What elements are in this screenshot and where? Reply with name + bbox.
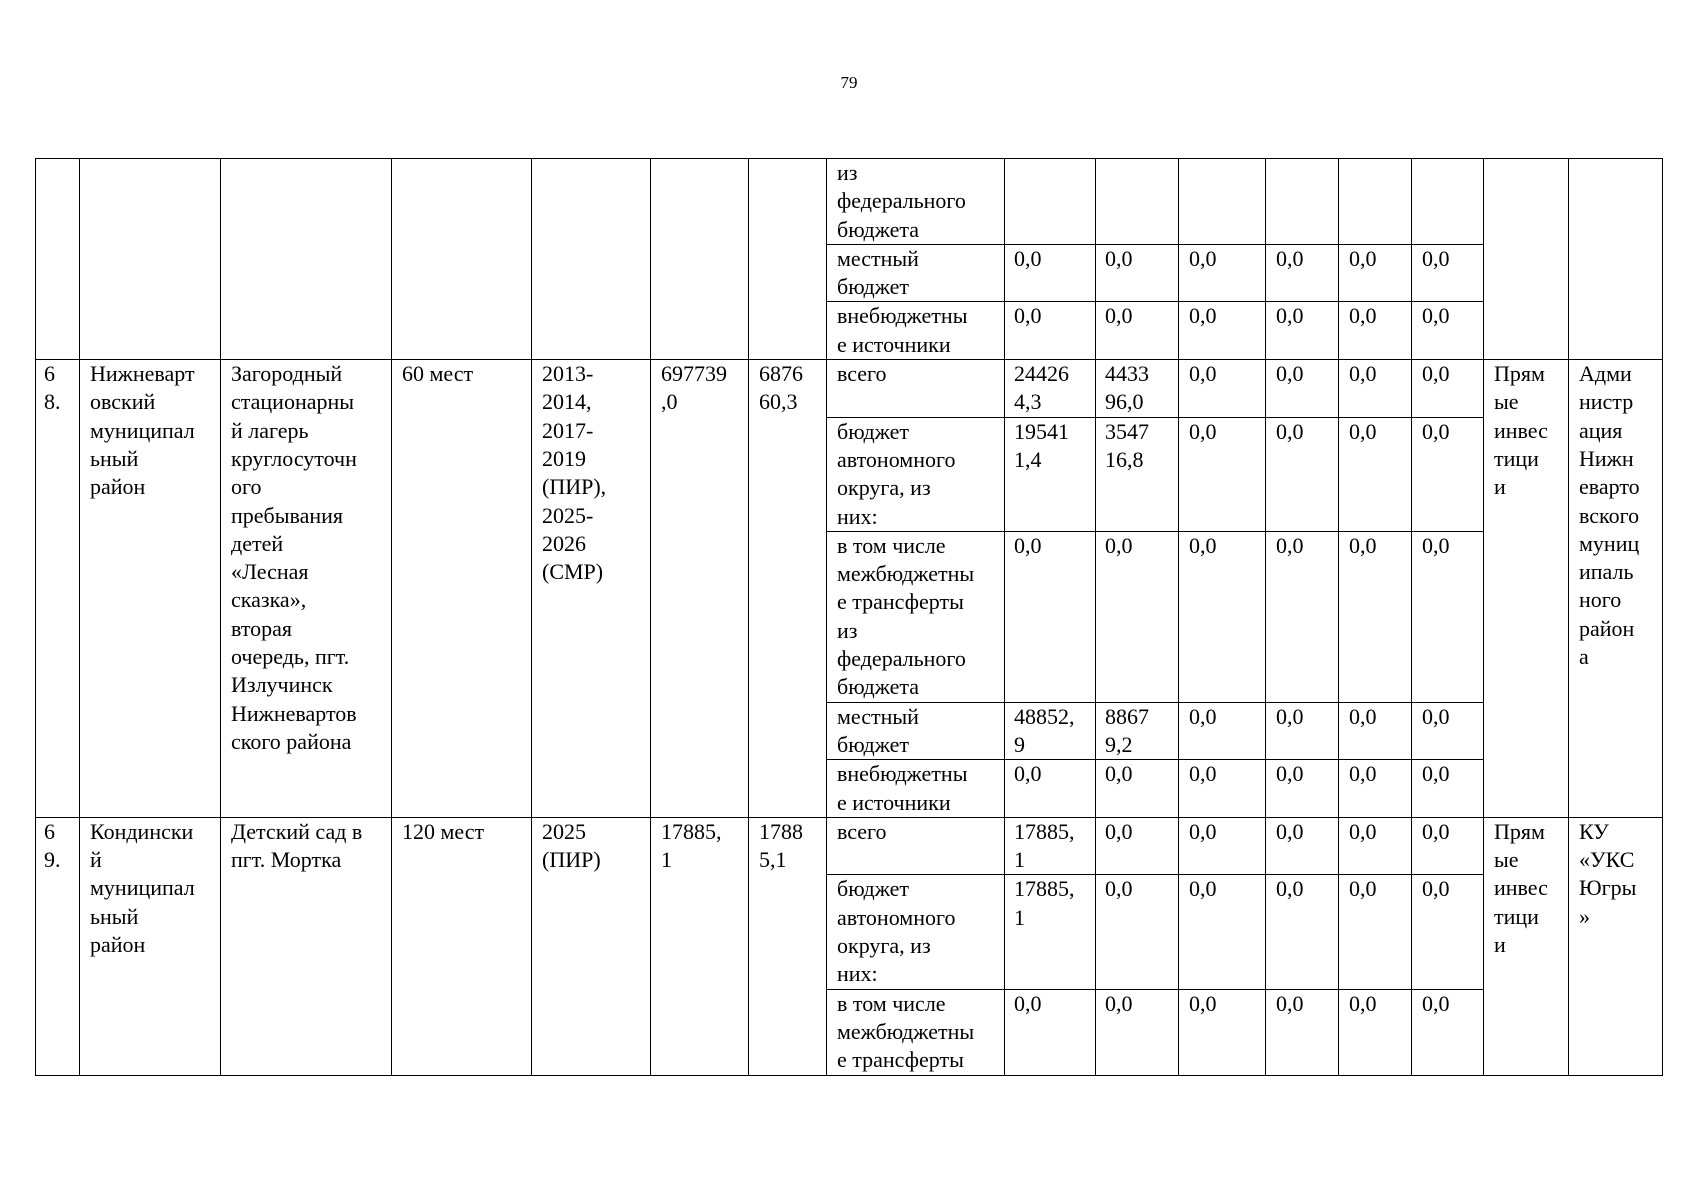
value-cell: 0,0 [1412,417,1484,531]
value-cell: 0,0 [1179,989,1266,1075]
value-cell: 0,0 [1096,989,1179,1075]
value-cell: 0,0 [1266,360,1339,418]
value-cell: 0,0 [1412,531,1484,702]
period-cell: 2013- 2014, 2017- 2019 (ПИР), 2025- 2026 (СМР) [532,360,651,818]
funding-source-cell: бюджет автономного округа, из них: [827,875,1005,989]
table-row [36,360,1663,418]
value-cell: 0,0 [1005,760,1096,818]
funding-source-cell: внебюджетны е источники [827,302,1005,360]
value-cell: 0,0 [1412,875,1484,989]
funding-source-cell: всего [827,817,1005,875]
district-cell: Кондински й муниципал ьный район [80,817,221,1075]
object-cell: Загородный стационарны й лагерь круглосуточн ого пребывания детей «Лесная сказка», вторая очередь, пгт. Излучинск Нижневартов ского района [221,360,392,818]
value-cell: 0,0 [1339,302,1412,360]
capacity-cell [392,159,532,360]
value-cell: 0,0 [1339,702,1412,760]
value-cell: 0,0 [1005,531,1096,702]
value-cell: 0,0 [1266,989,1339,1075]
value-cell: 0,0 [1412,760,1484,818]
value-cell: 0,0 [1266,817,1339,875]
value-cell: 0,0 [1339,360,1412,418]
value-cell: 0,0 [1339,989,1412,1075]
value-cell [1412,159,1484,245]
capacity-cell: 60 мест [392,360,532,818]
value-cell: 0,0 [1005,302,1096,360]
value-cell: 0,0 [1339,244,1412,302]
value-cell: 0,0 [1266,531,1339,702]
value-cell: 0,0 [1179,360,1266,418]
value-cell: 0,0 [1266,417,1339,531]
value-cell: 0,0 [1339,417,1412,531]
funding-source-cell: в том числе межбюджетны е трансферты из федерального бюджета [827,531,1005,702]
value-cell: 0,0 [1339,531,1412,702]
value-cell [1005,159,1096,245]
value-cell: 17885, 1 [1005,875,1096,989]
responsible-cell: КУ «УКС Югры » [1569,817,1663,1075]
responsible-cell [1569,159,1663,360]
value-cell [1266,159,1339,245]
estimated-cost-cell: 17885, 1 [651,817,749,1075]
funding-source-cell: местный бюджет [827,244,1005,302]
capacity-cell: 120 мест [392,817,532,1075]
remaining-cost-cell [749,159,827,360]
value-cell: 0,0 [1179,875,1266,989]
number-cell [36,159,80,360]
value-cell: 0,0 [1179,244,1266,302]
number-cell: 6 9. [36,817,80,1075]
district-cell: Нижневарт овский муниципал ьный район [80,360,221,818]
value-cell: 0,0 [1412,360,1484,418]
value-cell: 0,0 [1266,244,1339,302]
estimated-cost-cell: 697739 ,0 [651,360,749,818]
estimated-cost-cell [651,159,749,360]
table-row [36,817,1663,875]
value-cell: 0,0 [1005,244,1096,302]
value-cell: 0,0 [1096,531,1179,702]
responsible-cell: Адми нистр ация Нижн еварто вского муниц ипаль ного район а [1569,360,1663,818]
value-cell: 0,0 [1005,989,1096,1075]
value-cell: 0,0 [1412,302,1484,360]
value-cell: 48852, 9 [1005,702,1096,760]
value-cell [1179,159,1266,245]
funding-source-cell: всего [827,360,1005,418]
value-cell: 0,0 [1339,760,1412,818]
value-cell: 0,0 [1179,817,1266,875]
value-cell: 0,0 [1179,302,1266,360]
funding-source-cell: внебюджетны е источники [827,760,1005,818]
remaining-cost-cell: 1788 5,1 [749,817,827,1075]
value-cell: 8867 9,2 [1096,702,1179,760]
value-cell: 0,0 [1179,702,1266,760]
value-cell: 0,0 [1412,244,1484,302]
district-cell [80,159,221,360]
value-cell: 0,0 [1339,875,1412,989]
number-cell: 6 8. [36,360,80,818]
value-cell [1096,159,1179,245]
funding-source-cell: бюджет автономного округа, из них: [827,417,1005,531]
value-cell: 0,0 [1412,817,1484,875]
funding-source-cell: местный бюджет [827,702,1005,760]
value-cell: 0,0 [1096,302,1179,360]
table-row [36,159,1663,245]
remaining-cost-cell: 6876 60,3 [749,360,827,818]
investment-table [35,158,1663,1076]
mechanism-cell [1484,159,1569,360]
value-cell: 0,0 [1266,302,1339,360]
value-cell: 0,0 [1266,875,1339,989]
value-cell: 0,0 [1096,760,1179,818]
value-cell: 0,0 [1179,531,1266,702]
value-cell: 3547 16,8 [1096,417,1179,531]
value-cell: 24426 4,3 [1005,360,1096,418]
object-cell: Детский сад в пгт. Мортка [221,817,392,1075]
funding-source-cell: в том числе межбюджетны е трансферты [827,989,1005,1075]
value-cell: 4433 96,0 [1096,360,1179,418]
value-cell: 0,0 [1266,760,1339,818]
value-cell: 0,0 [1096,875,1179,989]
value-cell: 0,0 [1096,817,1179,875]
value-cell: 0,0 [1179,417,1266,531]
value-cell: 0,0 [1339,817,1412,875]
value-cell: 0,0 [1412,702,1484,760]
period-cell: 2025 (ПИР) [532,817,651,1075]
value-cell [1339,159,1412,245]
value-cell: 17885, 1 [1005,817,1096,875]
value-cell: 19541 1,4 [1005,417,1096,531]
mechanism-cell: Прям ые инвес тици и [1484,817,1569,1075]
period-cell [532,159,651,360]
value-cell: 0,0 [1412,989,1484,1075]
page-number: 79 [840,73,858,92]
object-cell [221,159,392,360]
value-cell: 0,0 [1096,244,1179,302]
mechanism-cell: Прям ые инвес тици и [1484,360,1569,818]
value-cell: 0,0 [1266,702,1339,760]
value-cell: 0,0 [1179,760,1266,818]
funding-source-cell: из федерального бюджета [827,159,1005,245]
